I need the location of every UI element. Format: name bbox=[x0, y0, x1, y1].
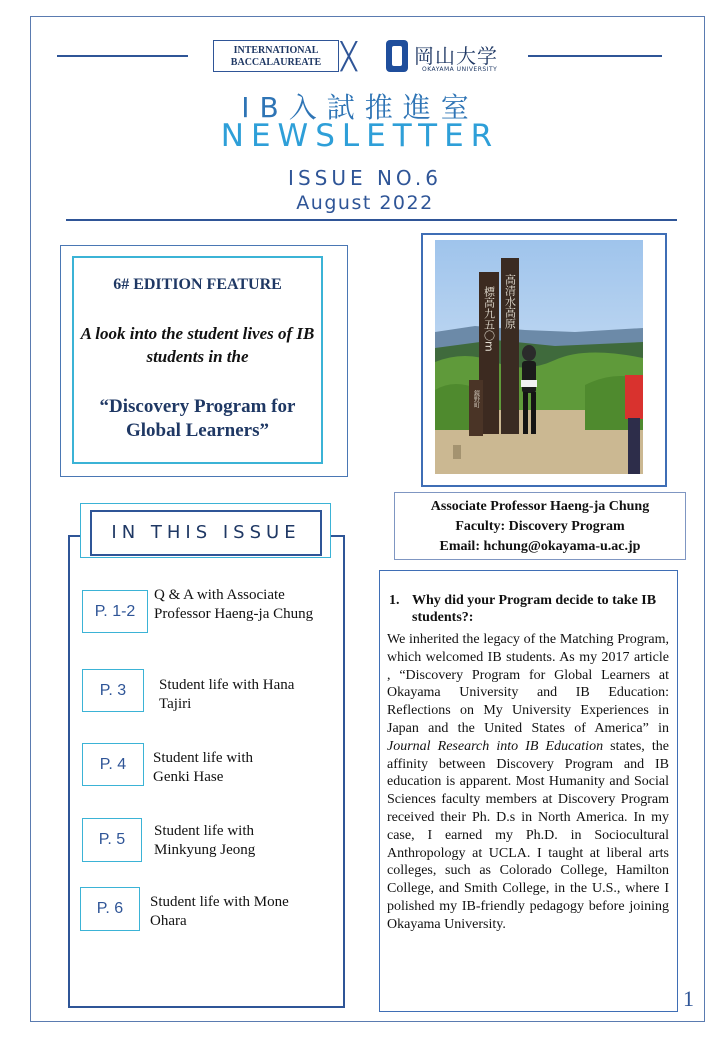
qa-answer-part1: We inherited the legacy of the Matching Program, which welcomed IB students. As my 2017 article , “Discovery Program for Global Learners at Okayama University and IB Education: Reflections on My University Experiences in Japan and the United States of America” in bbox=[387, 632, 669, 736]
feature-heading: 6# EDITION FEATURE bbox=[113, 276, 282, 293]
ib-logo: INTERNATIONAL BACCALAUREATE bbox=[213, 40, 339, 72]
toc-item-1[interactable]: Q & A with Associate Professor Haeng-ja Chung bbox=[154, 587, 314, 622]
okayama-logo-icon bbox=[386, 40, 408, 72]
toc-page-4[interactable]: P. 5 bbox=[82, 818, 142, 862]
toc-page-3[interactable]: P. 4 bbox=[82, 743, 144, 786]
qa-answer-journal: Journal Research into IB Education bbox=[387, 738, 604, 754]
newsletter-title: NEWSLETTER bbox=[220, 118, 500, 154]
office-title: IB入試推進室 bbox=[241, 91, 479, 124]
toc-page-5[interactable]: P. 6 bbox=[80, 887, 140, 931]
toc-page-1[interactable]: P. 1-2 bbox=[82, 590, 148, 633]
sign-text-right: 高清水高原 bbox=[503, 274, 517, 329]
profile-faculty: Faculty: Discovery Program bbox=[455, 519, 625, 534]
header-rule-left bbox=[57, 55, 188, 57]
feature-program-name: “Discovery Program for Global Learners” bbox=[99, 396, 296, 441]
issue-number: ISSUE NO.6 bbox=[288, 166, 442, 190]
feature-subtitle: A look into the student lives of IB students in the bbox=[80, 324, 315, 366]
qa-question-number: 1. bbox=[389, 593, 400, 608]
cross-icon: ╳ bbox=[341, 42, 357, 72]
profile-name: Associate Professor Haeng-ja Chung bbox=[430, 499, 650, 514]
toc-heading: IN THIS ISSUE bbox=[90, 510, 322, 556]
page-number: 1 bbox=[683, 986, 694, 1011]
toc-item-4[interactable]: Student life with Minkyung Jeong bbox=[154, 823, 256, 858]
professor-photo bbox=[435, 240, 643, 474]
toc-page-2[interactable]: P. 3 bbox=[82, 669, 144, 712]
sign-text-left: 標高九五〇m bbox=[482, 286, 496, 352]
qa-question bbox=[389, 592, 673, 626]
qa-answer bbox=[387, 631, 669, 934]
university-name-jp: 岡山大学 bbox=[414, 44, 498, 68]
sign-text-small: 鏡野町 bbox=[472, 390, 480, 408]
toc-item-3[interactable]: Student life with Genki Hase bbox=[153, 750, 253, 785]
qa-question-text: Why did your Program decide to take IB students?: bbox=[412, 593, 657, 625]
qa-answer-part2: states, the affinity between Discovery Program and IB education is apparent. Most Humanity and Social Sciences faculty members at Discovery Program received their Ph. D.s in North America. In my case, I earned my Ph.D. in Sociocultural Anthropology at UCLA. I taught at liberal arts colleges, such as Colorado College, Hamilton College, and Smith College, in the U.S., where I polished my IB-friendly pedagogy before joining Okayama University. bbox=[387, 738, 669, 932]
profile-email: Email: hchung@okayama-u.ac.jp bbox=[439, 539, 641, 554]
profile-caption bbox=[394, 492, 686, 560]
toc-item-2[interactable]: Student life with Hana Tajiri bbox=[159, 677, 295, 712]
issue-date: August 2022 bbox=[296, 192, 434, 214]
title-divider bbox=[66, 219, 677, 221]
university-name-en: OKAYAMA UNIVERSITY bbox=[422, 66, 498, 73]
header-rule-right bbox=[528, 55, 662, 57]
toc-item-5[interactable]: Student life with Mone Ohara bbox=[150, 894, 289, 929]
